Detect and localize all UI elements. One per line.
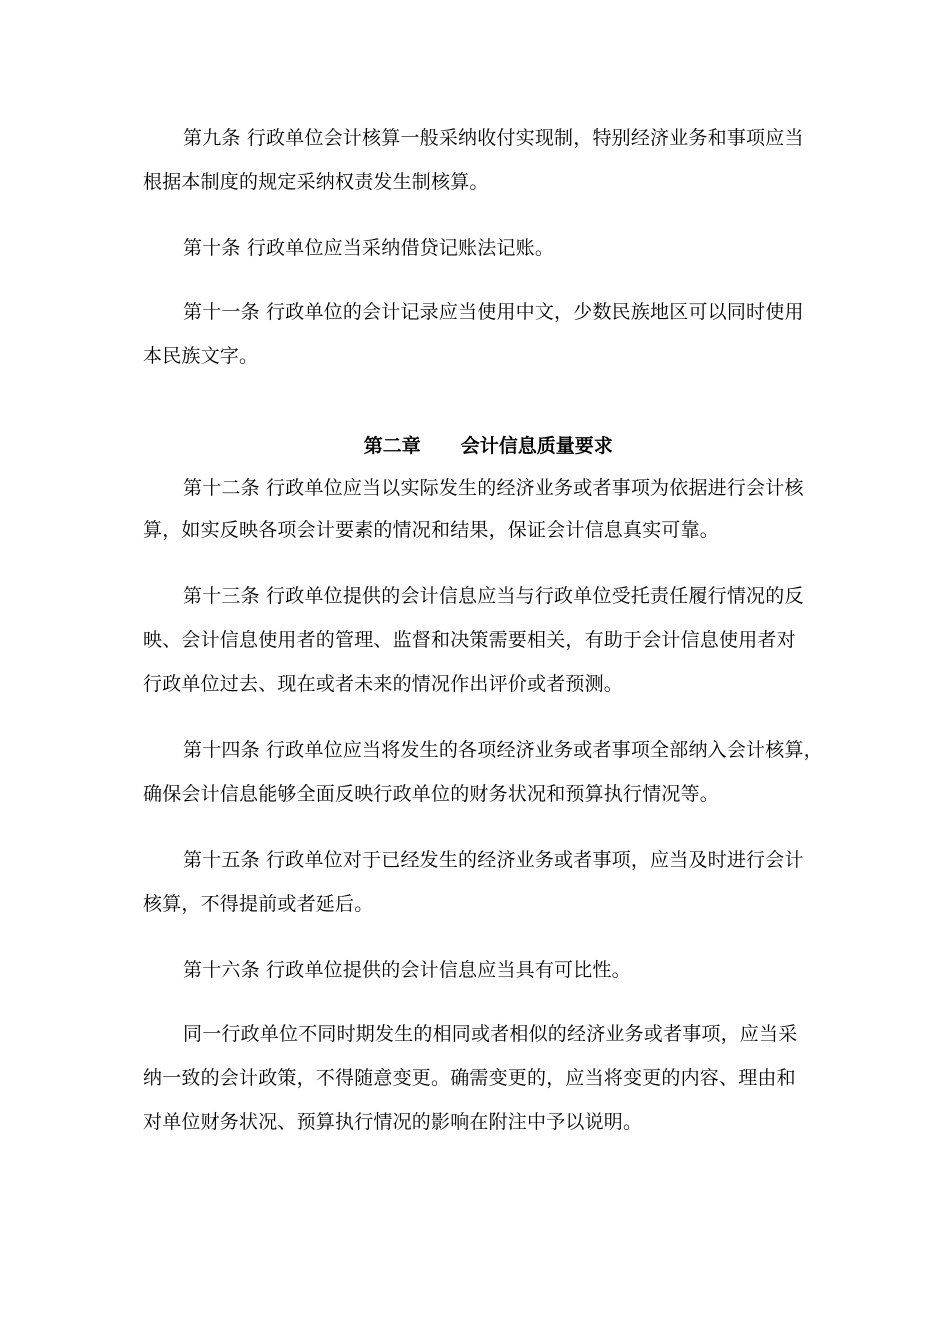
article-11-line-2: 本民族文字。 — [143, 345, 259, 367]
chapter-title: 会计信息质量要求 — [460, 435, 613, 457]
article-13-line-1: 第十三条 行政单位提供的会计信息应当与行政单位受托责任履行情况的反 — [183, 585, 804, 607]
article-13-line-3: 行政单位过去、现在或者未来的情况作出评价或者预测。 — [143, 673, 624, 695]
article-14-line-2: 确保会计信息能够全面反映行政单位的财务状况和预算执行情况等。 — [143, 783, 720, 805]
article-12-line-2: 算，如实反映各项会计要素的情况和结果，保证会计信息真实可靠。 — [143, 519, 720, 541]
article-9-line-1: 第九条 行政单位会计核算一般采纳收付实现制，特别经济业务和事项应当 — [183, 127, 804, 149]
article-12-line-1: 第十二条 行政单位应当以实际发生的经济业务或者事项为依据进行会计核 — [183, 477, 804, 499]
article-11-line-1: 第十一条 行政单位的会计记录应当使用中文，少数民族地区可以同时使用 — [183, 301, 804, 323]
article-14-line-1: 第十四条 行政单位应当将发生的各项经济业务或者事项全部纳入会计核算， — [183, 739, 823, 761]
article-15-line-1: 第十五条 行政单位对于已经发生的经济业务或者事项，应当及时进行会计 — [183, 849, 804, 871]
chapter-heading — [0, 410, 950, 482]
article-16-line-1: 第十六条 行政单位提供的会计信息应当具有可比性。 — [183, 959, 631, 981]
article-10-line-1: 第十条 行政单位应当采纳借贷记账法记账。 — [183, 237, 555, 259]
article-15-line-2: 核算，不得提前或者延后。 — [143, 893, 374, 915]
comparability-paragraph-line-2: 纳一致的会计政策，不得随意变更。确需变更的，应当将变更的内容、理由和 — [143, 1067, 796, 1089]
article-13-line-2: 映、会计信息使用者的管理、监督和决策需要相关，有助于会计信息使用者对 — [143, 629, 796, 651]
article-9-line-2: 根据本制度的规定采纳权责发生制核算。 — [143, 171, 489, 193]
comparability-paragraph-line-1: 同一行政单位不同时期发生的相同或者相似的经济业务或者事项，应当采 — [183, 1023, 798, 1045]
comparability-paragraph-line-3: 对单位财务状况、预算执行情况的影响在附注中予以说明。 — [143, 1111, 643, 1133]
chapter-number: 第二章 — [363, 435, 421, 457]
